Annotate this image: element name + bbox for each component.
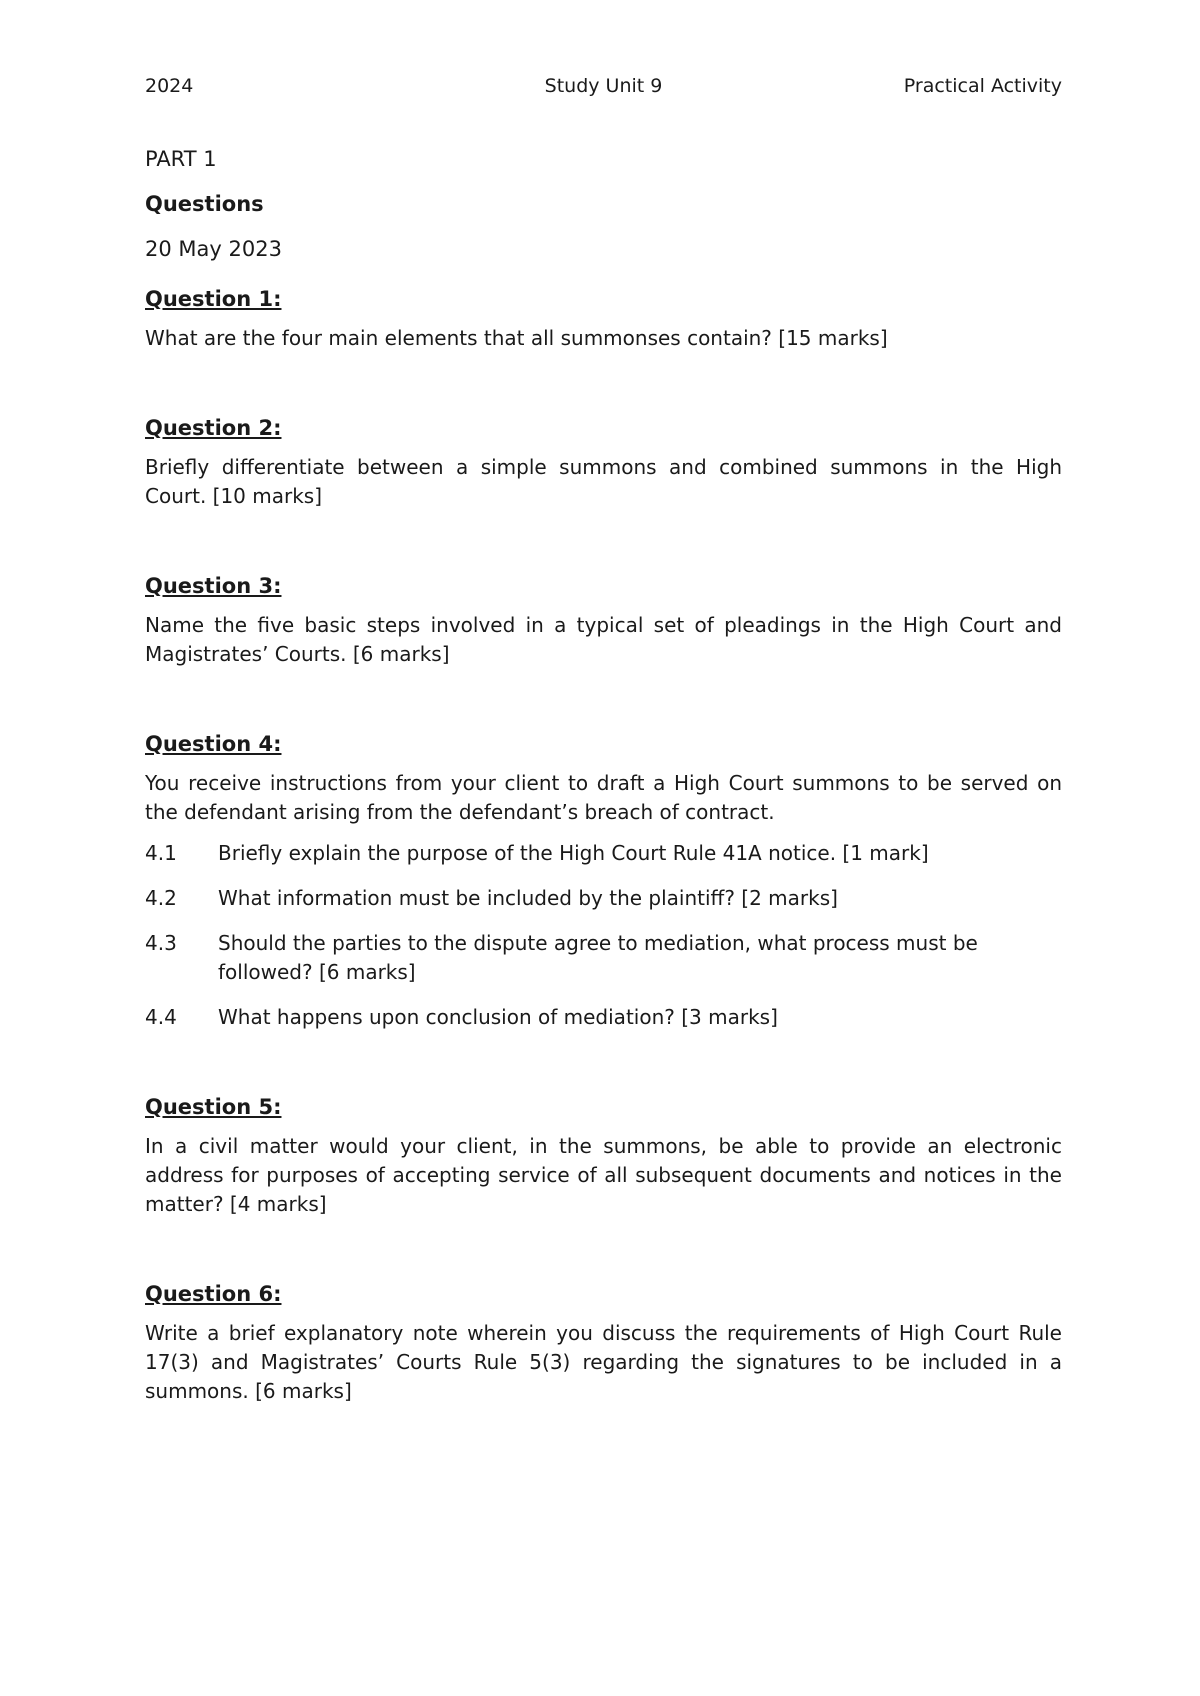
document-body <box>145 144 1062 1466</box>
page-header <box>145 72 1062 100</box>
question-5 <box>145 1092 1062 1219</box>
question-title: Question 1: <box>145 287 282 311</box>
question-1 <box>145 284 1062 353</box>
header-year: 2024 <box>145 75 194 97</box>
part-label: PART 1 <box>145 147 217 171</box>
sub-question-4-3 <box>145 929 1062 987</box>
sub-question-number: 4.1 <box>145 841 177 865</box>
question-3 <box>145 571 1062 669</box>
question-text: You receive instructions from your client to draft a High Court summons to be served on the defendant arising from the defendant’s breach of contract. <box>145 771 1062 824</box>
sub-question-4-4 <box>145 1003 1062 1032</box>
question-text: Name the five basic steps involved in a typical set of pleadings in the High Court and Magistrates’ Courts. [6 marks] <box>145 613 1062 666</box>
question-title: Question 2: <box>145 416 282 440</box>
header-study-unit: Study Unit 9 <box>544 75 663 97</box>
question-2 <box>145 413 1062 511</box>
document-date: 20 May 2023 <box>145 237 282 261</box>
sub-question-4-1 <box>145 839 1062 868</box>
sub-question-text: What information must be included by the plaintiff? [2 marks] <box>218 886 838 910</box>
question-text: What are the four main elements that all summonses contain? [15 marks] <box>145 326 888 350</box>
sub-question-4-2 <box>145 884 1062 913</box>
question-text: Briefly differentiate between a simple summons and combined summons in the High Court. [10 marks] <box>145 455 1062 508</box>
sub-question-number: 4.2 <box>145 886 177 910</box>
question-text: Write a brief explanatory note wherein you discuss the requirements of High Court Rule 17(3) and Magistrates’ Courts Rule 5(3) regarding the signatures to be included in a summons. [6 marks] <box>145 1321 1062 1403</box>
question-title: Question 3: <box>145 574 282 598</box>
question-title: Question 5: <box>145 1095 282 1119</box>
question-6 <box>145 1279 1062 1406</box>
sub-question-number: 4.3 <box>145 931 177 955</box>
question-title: Question 6: <box>145 1282 282 1306</box>
sub-question-text: Should the parties to the dispute agree to mediation, what process must be followed? [6 marks] <box>218 931 978 984</box>
sub-question-number: 4.4 <box>145 1005 177 1029</box>
section-heading: Questions <box>145 192 264 216</box>
sub-question-text: What happens upon conclusion of mediation? [3 marks] <box>218 1005 778 1029</box>
question-4 <box>145 729 1062 1032</box>
sub-question-text: Briefly explain the purpose of the High Court Rule 41A notice. [1 mark] <box>218 841 929 865</box>
header-activity: Practical Activity <box>903 75 1062 97</box>
question-text: In a civil matter would your client, in the summons, be able to provide an electronic address for purposes of accepting service of all subsequent documents and notices in the matter? [4 marks] <box>145 1134 1062 1216</box>
question-title: Question 4: <box>145 732 282 756</box>
sub-question-list <box>145 839 1062 1032</box>
